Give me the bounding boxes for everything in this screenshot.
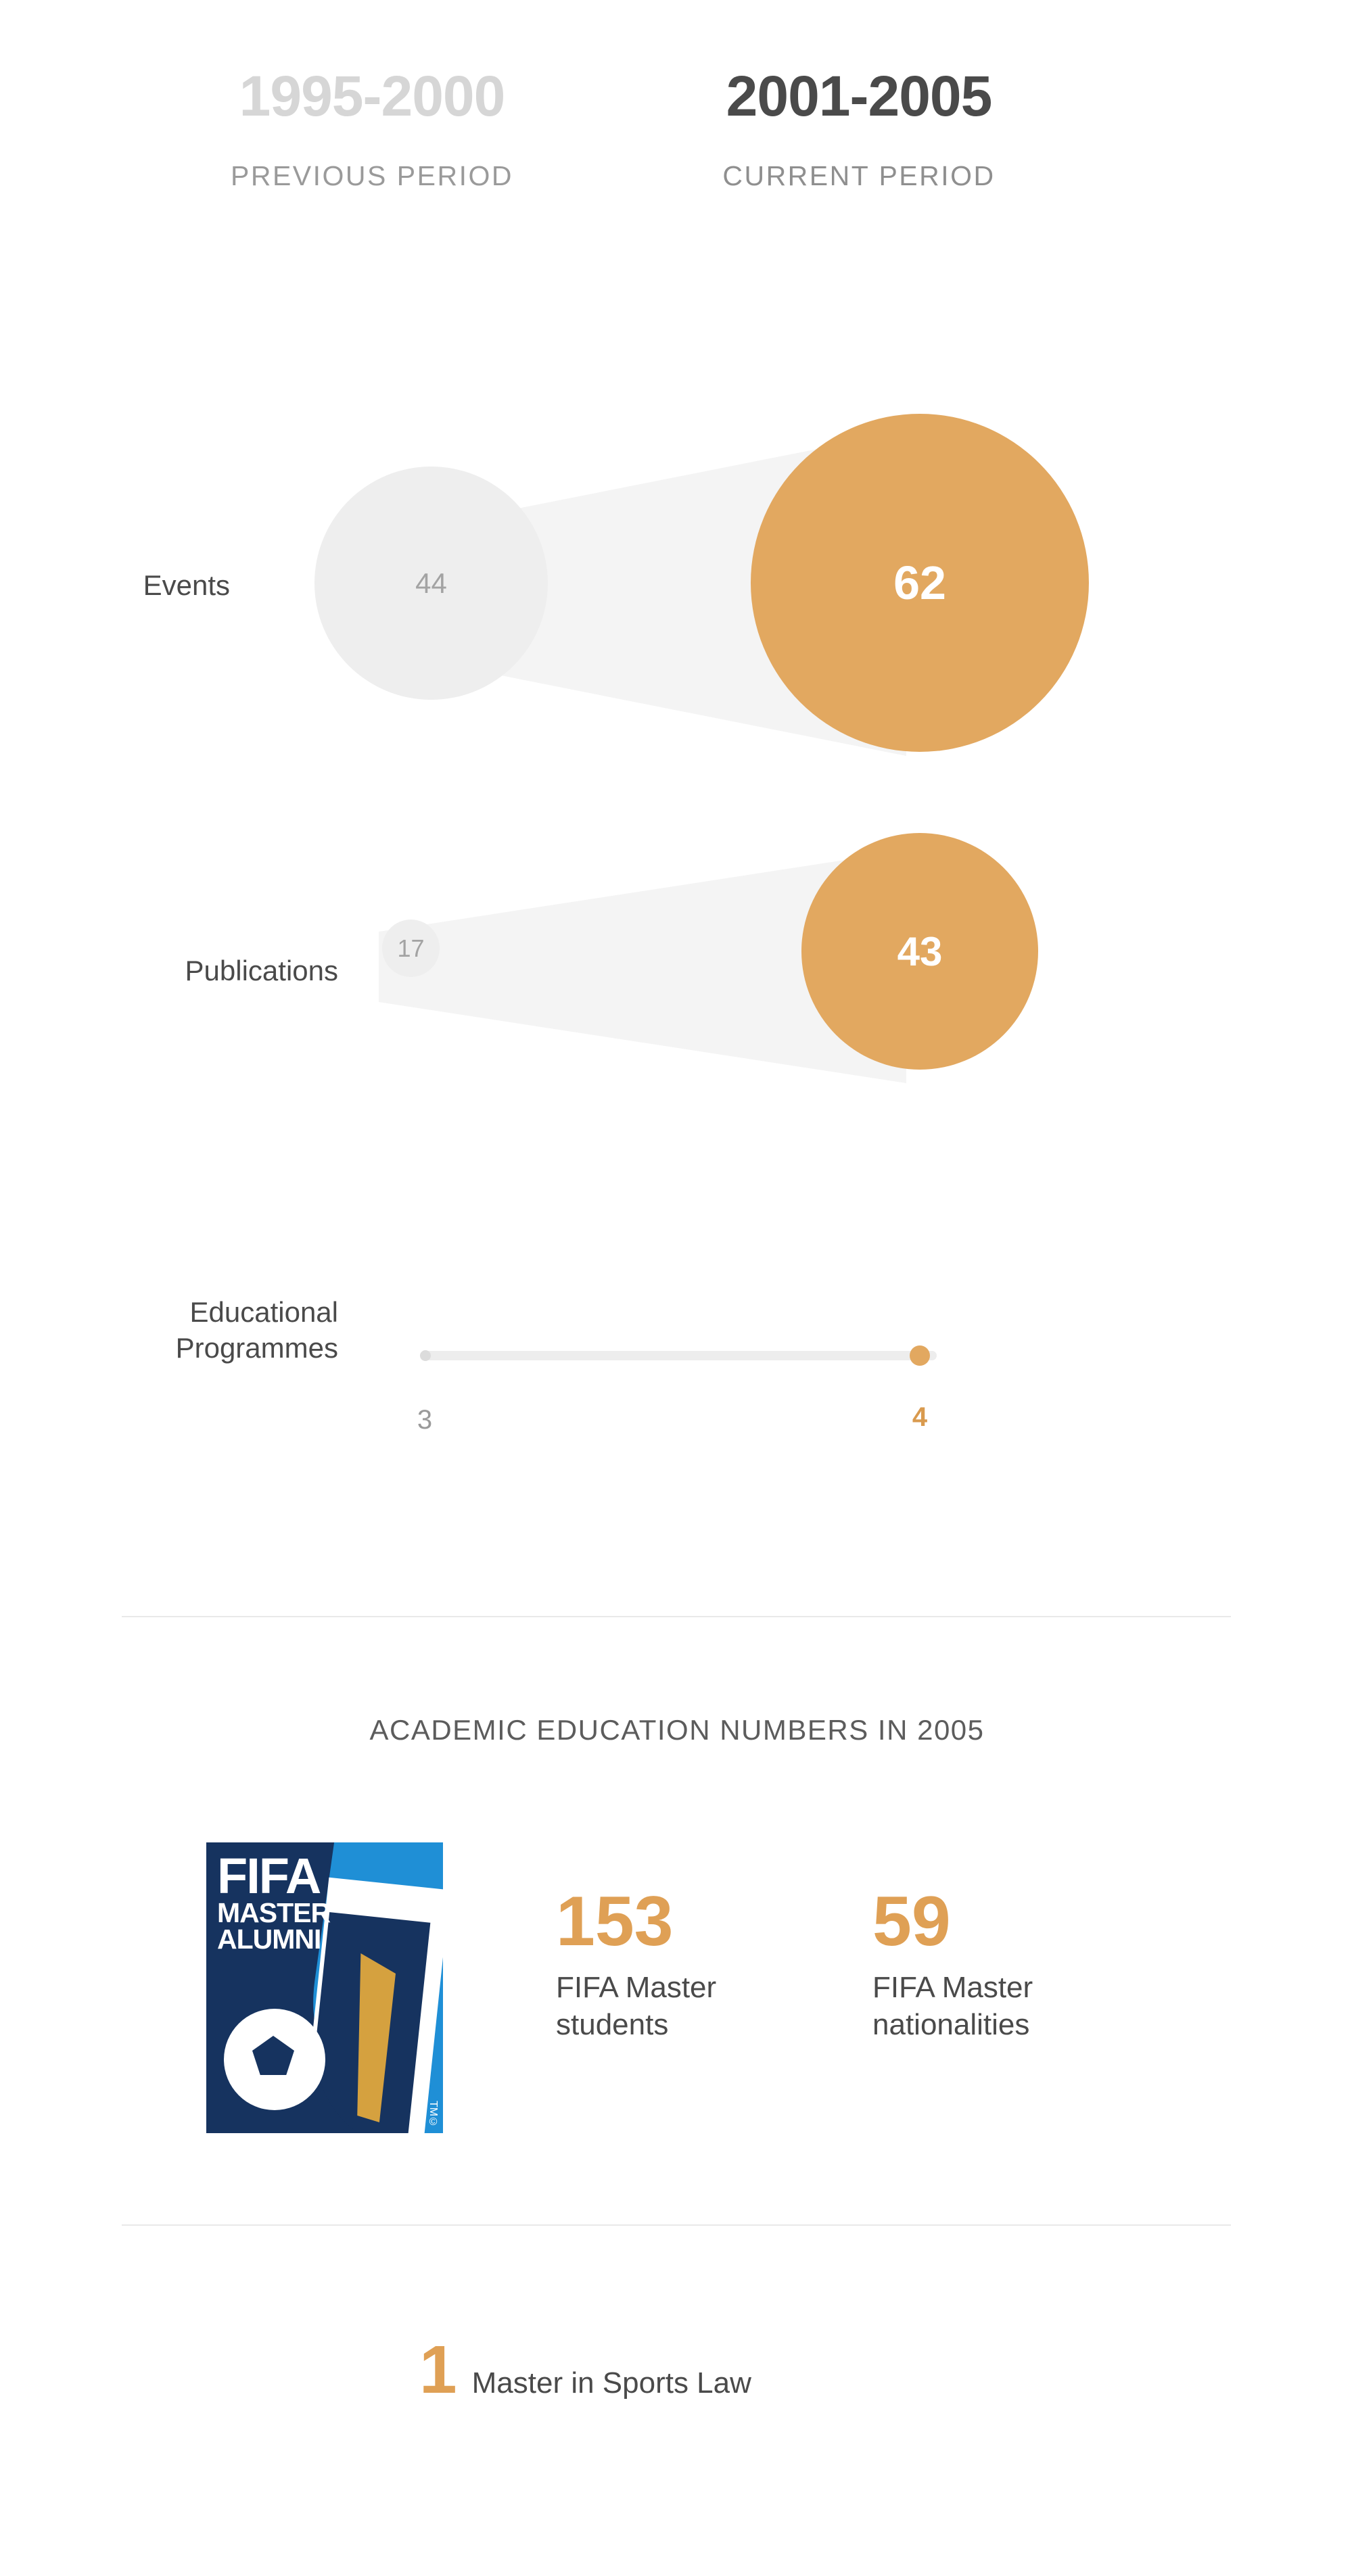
divider-top [122,1616,1231,1617]
period-previous [162,64,582,191]
section-title: ACADEMIC EDUCATION NUMBERS IN 2005 [369,1714,985,1746]
stat-nationalities-number: 59 [872,1882,951,1961]
stat-master-in-sports-law [419,2332,751,2408]
row-label-events: Events [143,569,230,601]
stat-students-description [556,1969,840,2044]
logo-wordmark-line3: ALUMNI [217,1924,321,1955]
educational-programmes-slider-track [423,1351,937,1360]
events-previous-value: 44 [415,567,447,599]
period-current [649,64,1069,191]
fifa-master-alumni-logo [206,1842,443,2133]
period-header [0,64,1354,216]
publications-previous-value: 17 [397,934,425,962]
stat-fifa-master-students [556,1882,840,2044]
events-previous-bubble [314,467,548,700]
footer-stat-label: Master in Sports Law [471,2366,751,2400]
row-label-educational-line1: Educational [189,1296,338,1328]
period-current-caption: CURRENT PERIOD [722,160,996,191]
educational-programmes-previous-value: 3 [417,1405,433,1435]
period-previous-years: 1995-2000 [239,64,505,128]
logo-wordmark-line1: FIFA [217,1848,321,1904]
soccer-ball-icon [224,2009,325,2110]
footer-stat-number: 1 [419,2332,457,2408]
divider-bottom [122,2224,1231,2226]
publications-current-bubble [801,833,1038,1070]
period-current-years: 2001-2005 [726,64,992,128]
stat-nationalities-description [872,1969,1163,2044]
row-label-publications: Publications [185,955,338,986]
events-current-value: 62 [893,556,946,609]
educational-programmes-current-value: 4 [912,1402,928,1432]
educational-programmes-previous-dot [420,1350,431,1361]
stat-nationalities-description-line2: nationalities [872,2008,1030,2042]
row-label-educational-programmes [0,1295,338,1366]
educational-programmes-current-dot [910,1345,930,1366]
stat-nationalities-description-line1: FIFA Master [872,1971,1033,2004]
stat-fifa-master-nationalities [872,1882,1163,2044]
period-previous-caption: PREVIOUS PERIOD [231,160,513,191]
stat-students-description-line1: FIFA Master [556,1971,717,2004]
logo-wordmark-line2: MASTER [217,1897,331,1929]
stat-students-description-line2: students [556,2008,669,2042]
events-current-bubble [751,414,1089,752]
logo-trademark: TM© [427,2100,439,2128]
row-label-educational-line2: Programmes [175,1331,338,1364]
stat-students-number: 153 [556,1882,674,1961]
logo-wordmark [217,1848,331,1955]
publications-current-value: 43 [897,928,943,974]
publications-previous-bubble [382,920,440,977]
